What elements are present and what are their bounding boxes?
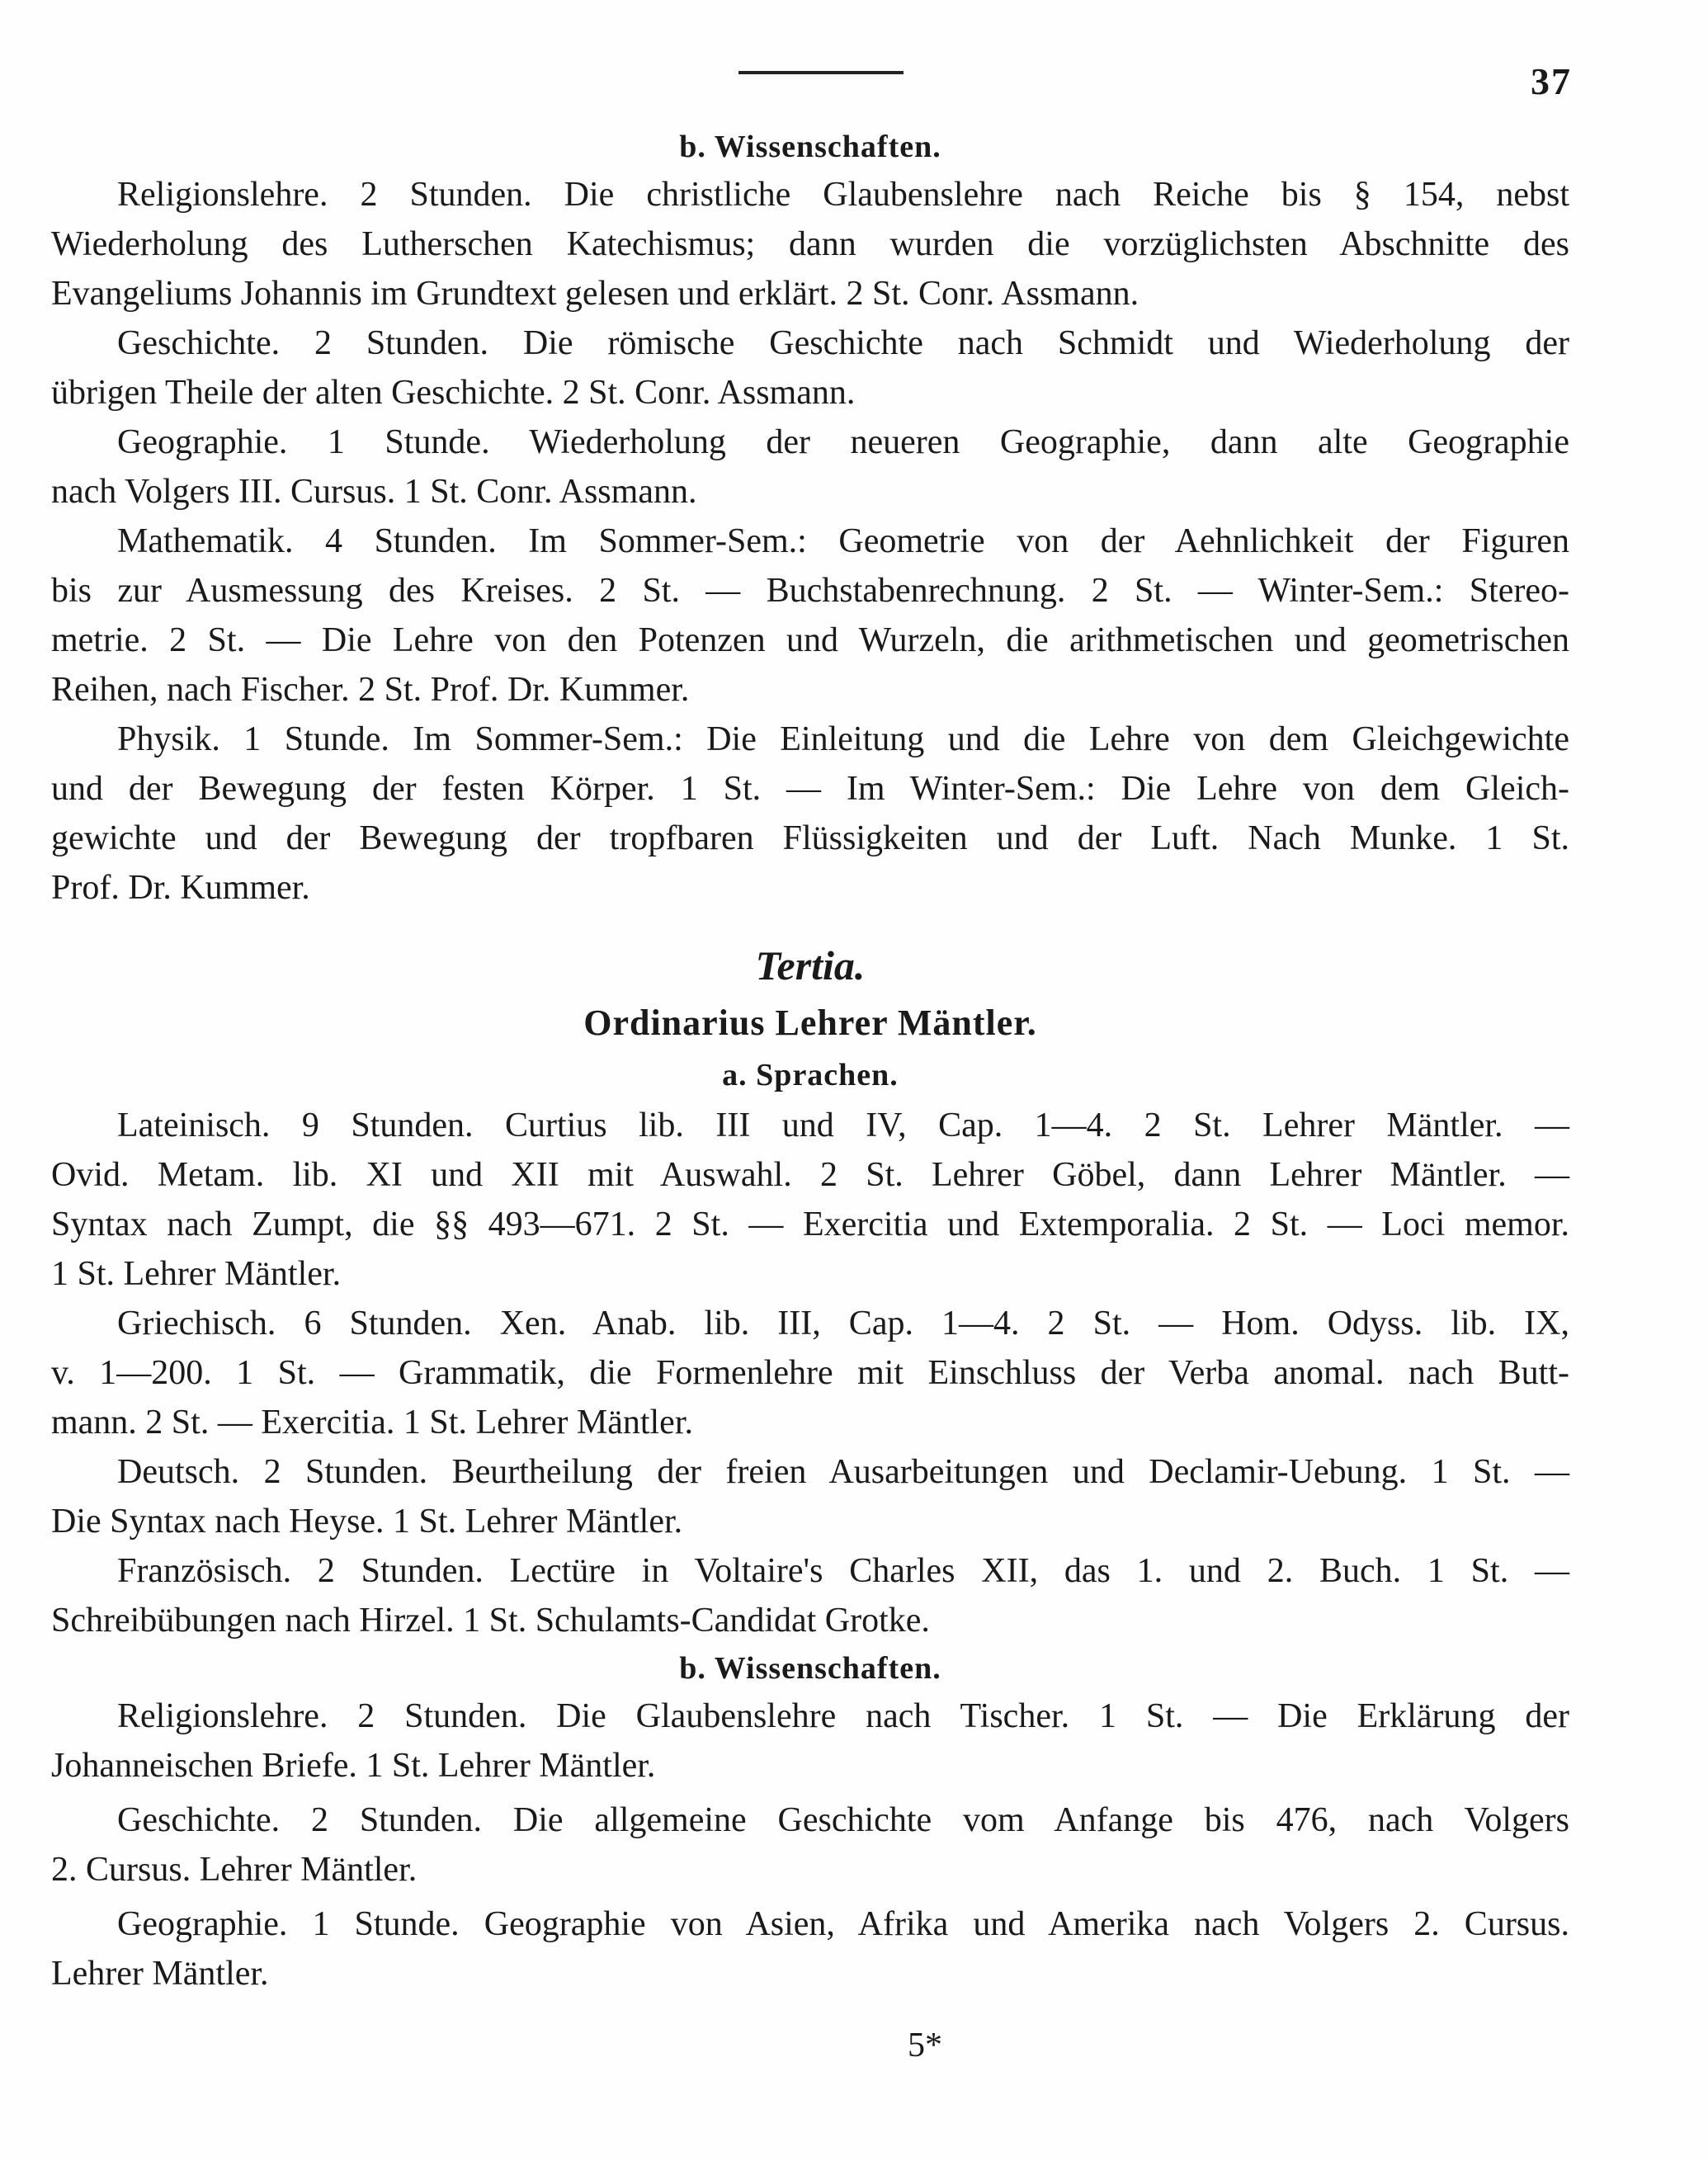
paragraph-line: Ovid. Metam. lib. XI und XII mit Auswahl. 2 St. Lehrer Göbel, dann Lehrer Mäntler. —	[51, 1156, 1569, 1194]
paragraph-line: Lehrer Mäntler.	[51, 1955, 269, 1993]
paragraph-line: metrie. 2 St. — Die Lehre von den Potenzen und Wurzeln, die arithmetischen und geometrischen	[51, 621, 1569, 659]
paragraph-line: Lateinisch. 9 Stunden. Curtius lib. III und IV, Cap. 1—4. 2 St. Lehrer Mäntler. —	[117, 1106, 1569, 1144]
paragraph-line: mann. 2 St. — Exercitia. 1 St. Lehrer Mäntler.	[51, 1404, 693, 1441]
paragraph-line: 1 St. Lehrer Mäntler.	[51, 1255, 342, 1293]
paragraph-line: Syntax nach Zumpt, die §§ 493—671. 2 St. — Exercitia und Extemporalia. 2 St. — Loci memor.	[51, 1206, 1569, 1243]
section-heading-wissenschaften: b. Wissenschaften.	[679, 130, 941, 164]
signature-mark: 5*	[908, 2027, 942, 2064]
page-number: 37	[1531, 60, 1572, 102]
paragraph-line: Geschichte. 2 Stunden. Die allgemeine Geschichte vom Anfange bis 476, nach Volgers	[117, 1801, 1569, 1839]
paragraph-line: gewichte und der Bewegung der tropfbaren Flüssigkeiten und der Luft. Nach Munke. 1 St.	[51, 819, 1569, 857]
paragraph-line: Evangeliums Johannis im Grundtext gelesen und erklärt. 2 St. Conr. Assmann.	[51, 275, 1139, 313]
paragraph-line: Geographie. 1 Stunde. Geographie von Asien, Afrika und Amerika nach Volgers 2. Cursus.	[117, 1905, 1569, 1943]
paragraph-line: bis zur Ausmessung des Kreises. 2 St. — Buchstabenrechnung. 2 St. — Winter-Sem.: Stereo-	[51, 572, 1569, 610]
ordinarius-heading: Ordinarius Lehrer Mäntler.	[583, 1003, 1037, 1043]
paragraph-line: Religionslehre. 2 Stunden. Die christliche Glaubenslehre nach Reiche bis § 154, nebst	[117, 176, 1569, 214]
paragraph-line: Griechisch. 6 Stunden. Xen. Anab. lib. III, Cap. 1—4. 2 St. — Hom. Odyss. lib. IX,	[117, 1305, 1569, 1342]
class-title-tertia: Tertia.	[755, 942, 866, 988]
paragraph-line: Religionslehre. 2 Stunden. Die Glaubenslehre nach Tischer. 1 St. — Die Erklärung der	[117, 1697, 1569, 1735]
paragraph-line: Wiederholung des Lutherschen Katechismus; dann wurden die vorzüglichsten Abschnitte des	[51, 225, 1569, 263]
paragraph-line: Französisch. 2 Stunden. Lectüre in Voltaire's Charles XII, das 1. und 2. Buch. 1 St. —	[117, 1552, 1569, 1590]
paragraph-line: 2. Cursus. Lehrer Mäntler.	[51, 1851, 418, 1889]
paragraph-line: nach Volgers III. Cursus. 1 St. Conr. Assmann.	[51, 473, 697, 511]
paragraph-line: Physik. 1 Stunde. Im Sommer-Sem.: Die Einleitung und die Lehre von dem Gleichgewichte	[117, 720, 1569, 758]
section-heading-sprachen: a. Sprachen.	[722, 1058, 899, 1092]
section-heading-wissenschaften-tertia: b. Wissenschaften.	[679, 1651, 941, 1686]
page-body	[51, 124, 1569, 1998]
paragraph-line: Mathematik. 4 Stunden. Im Sommer-Sem.: Geometrie von der Aehnlichkeit der Figuren	[117, 522, 1569, 560]
paragraph-line: Geschichte. 2 Stunden. Die römische Geschichte nach Schmidt und Wiederholung der	[117, 324, 1569, 362]
paragraph-line: Geographie. 1 Stunde. Wiederholung der neueren Geographie, dann alte Geographie	[117, 423, 1569, 461]
paragraph-line: Reihen, nach Fischer. 2 St. Prof. Dr. Kummer.	[51, 671, 690, 709]
paragraph-line: und der Bewegung der festen Körper. 1 St. — Im Winter-Sem.: Die Lehre von dem Gleich-	[51, 770, 1569, 808]
paragraph-line: übrigen Theile der alten Geschichte. 2 St. Conr. Assmann.	[51, 374, 856, 412]
paragraph-line: Schreibübungen nach Hirzel. 1 St. Schulamts-Candidat Grotke.	[51, 1602, 930, 1640]
top-rule	[738, 71, 904, 74]
paragraph-line: v. 1—200. 1 St. — Grammatik, die Formenlehre mit Einschluss der Verba anomal. nach Butt-	[51, 1354, 1569, 1392]
paragraph-line: Johanneischen Briefe. 1 St. Lehrer Mäntler.	[51, 1747, 656, 1785]
paragraph-line: Die Syntax nach Heyse. 1 St. Lehrer Mäntler.	[51, 1503, 683, 1541]
paragraph-line: Prof. Dr. Kummer.	[51, 869, 310, 907]
paragraph-line: Deutsch. 2 Stunden. Beurtheilung der freien Ausarbeitungen und Declamir-Uebung. 1 St. —	[117, 1453, 1569, 1491]
